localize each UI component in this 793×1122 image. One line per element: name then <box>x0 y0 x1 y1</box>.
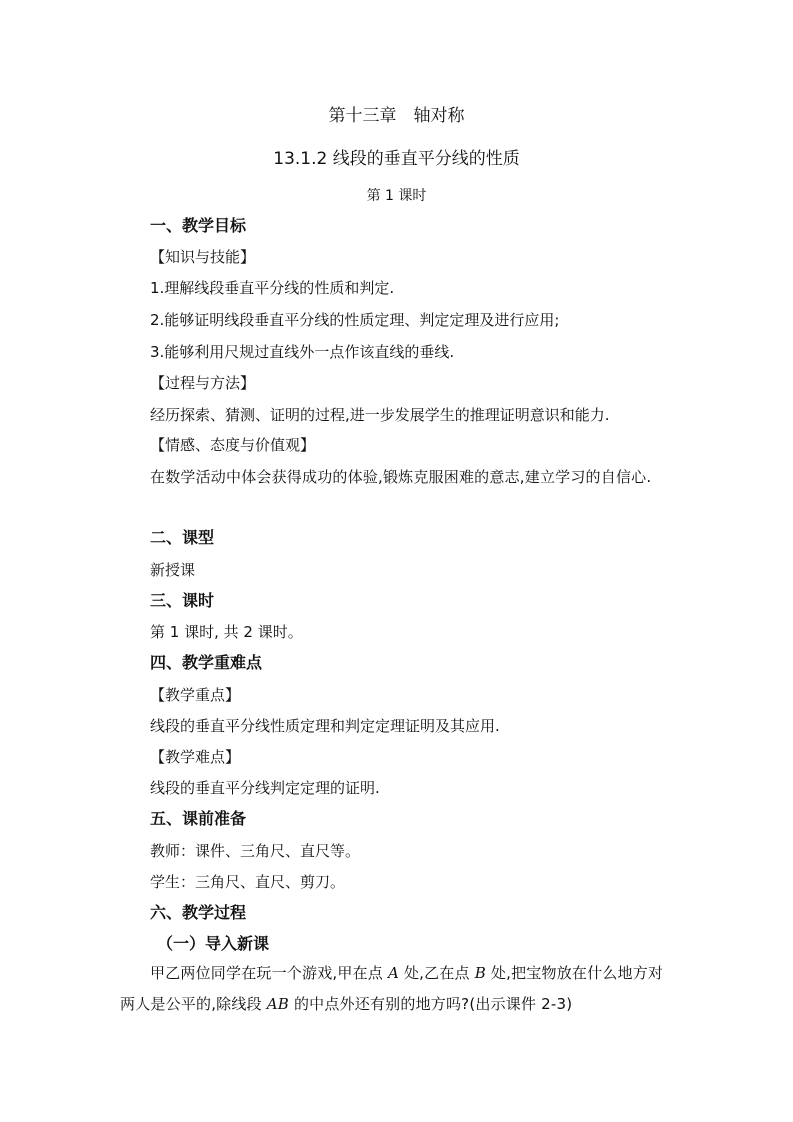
label-knowledge-skills: 【知识与技能】 <box>150 248 256 266</box>
student-prep-text: 学生：三角尺、直尺、剪刀。 <box>150 873 346 891</box>
intro-part-c: 处,把宝物放在什么地方对两人是公平的,除线段 <box>120 964 664 1013</box>
lesson-number: 第 1 课时 <box>366 188 427 204</box>
lesson-type-text: 新授课 <box>150 561 196 579</box>
emotion-text: 在数学活动中体会获得成功的体验,锻炼克服困难的意志,建立学习的自信心. <box>150 468 652 486</box>
process-text: 经历探索、猜测、证明的过程,进一步发展学生的推理证明意识和能力. <box>150 406 610 424</box>
difficult-point-text: 线段的垂直平分线判定定理的证明. <box>150 779 380 797</box>
intro-part-a: 甲乙两位同学在玩一个游戏,甲在点 <box>150 964 383 982</box>
section-title: 13.1.2 线段的垂直平分线的性质 <box>273 149 520 169</box>
heading-preparation: 五、课前准备 <box>150 809 247 828</box>
heading-class-hours: 三、课时 <box>150 591 215 610</box>
point-b-label: B <box>474 964 486 982</box>
intro-part-b: 处,乙在点 <box>403 964 470 982</box>
heading-key-difficult: 四、教学重难点 <box>150 653 263 672</box>
point-a-label: A <box>387 964 399 982</box>
class-hours-text: 第 1 课时, 共 2 课时。 <box>150 623 303 641</box>
chapter-title: 第十三章 轴对称 <box>328 106 465 126</box>
introduction-text <box>120 958 676 1020</box>
heading-lesson-type: 二、课型 <box>150 528 215 547</box>
teacher-prep-text: 教师：课件、三角尺、直尺等。 <box>150 842 361 860</box>
goal-item-2: 2.能够证明线段垂直平分线的性质定理、判定定理及进行应用; <box>150 311 560 329</box>
goal-item-3: 3.能够利用尺规过直线外一点作该直线的垂线. <box>150 343 455 361</box>
key-point-text: 线段的垂直平分线性质定理和判定定理证明及其应用. <box>150 717 500 735</box>
label-key-point: 【教学重点】 <box>150 686 241 704</box>
heading-teaching-process: 六、教学过程 <box>150 903 247 922</box>
heading-teaching-goals: 一、教学目标 <box>150 216 247 235</box>
segment-ab-label: AB <box>266 995 290 1013</box>
intro-part-d: 的中点外还有别的地方吗?(出示课件 2-3) <box>293 995 573 1013</box>
label-emotion-attitude: 【情感、态度与价值观】 <box>150 436 316 454</box>
label-process-method: 【过程与方法】 <box>150 374 256 392</box>
label-difficult-point: 【教学难点】 <box>150 748 241 766</box>
subheading-introduction: （一）导入新课 <box>157 934 270 953</box>
goal-item-1: 1.理解线段垂直平分线的性质和判定. <box>150 279 395 297</box>
